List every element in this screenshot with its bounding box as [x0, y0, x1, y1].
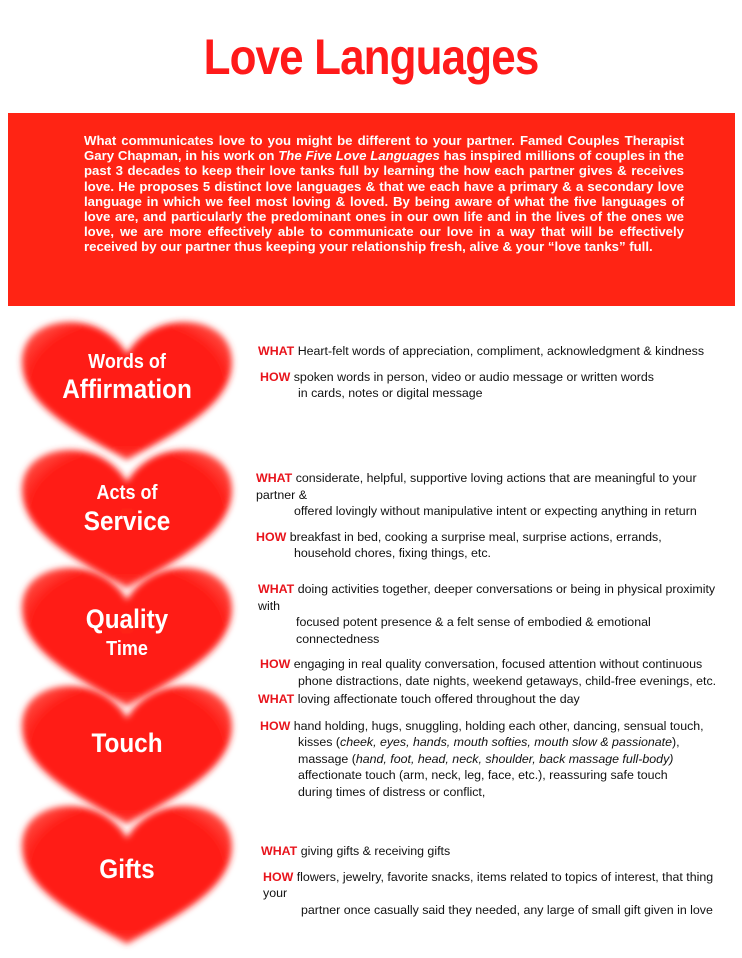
heart-label-line1: Quality: [85, 604, 169, 634]
desc-gifts: [261, 843, 735, 918]
how-row: HOW spoken words in person, video or audio message or written words in cards, notes or digital message: [260, 369, 654, 400]
what-keyword: WHAT: [258, 344, 295, 358]
desc-acts-of-service: [256, 470, 736, 562]
desc-touch: [258, 691, 734, 800]
what-row: WHAT giving gifts & receiving gifts: [261, 844, 451, 858]
what-keyword: WHAT: [256, 471, 293, 485]
heart-label-line1: Acts of: [96, 482, 158, 504]
how-row: HOW engaging in real quality conversation, focused attention without continuous phone distractions, date nights, weekend getaways, child-free evenings, etc.: [260, 657, 717, 688]
how-row: HOW hand holding, hugs, snuggling, holding each other, dancing, sensual touch, kisses (cheek, eyes, hands, mouth softies, mouth slow & passionate), massage (hand, foot, head, neck, shoulder, back massage full-body) affectionate touch (arm, neck, leg, face, etc.), reassuring safe touch during times of distress or conflict,: [260, 718, 704, 799]
intro-text: What communicates love to you might be different to your partner. Famed Couples Therapist Gary Chapman, in his work on The Five Love Languages has inspired millions of couples in the past 3 decades to keep their love tanks full by learning the how each partner gives & receives love. He proposes 5 distinct love languages & that we each have a primary & a secondary love language in which we feel most loving & loved. By being aware of what the five languages of love are, and particularly the predominant ones in our own life and in the lives of the ones we love, we are more effectively able to communicate our love in a way that will be effectively received by our partner thus keeping your relationship fresh, alive & your “love tanks” full.: [84, 133, 684, 255]
how-row: HOW breakfast in bed, cooking a surprise meal, surprise actions, errands, household chores, fixing things, etc.: [256, 529, 662, 560]
heart-gifts: [14, 800, 240, 948]
heart-label-line2: Service: [83, 506, 171, 536]
what-row: WHAT considerate, helpful, supportive loving actions that are meaningful to your partner & offered lovingly without manipulative intent or expecting anything in return: [256, 471, 697, 518]
heart-label: Touch: [91, 728, 163, 758]
page-title: Love Languages: [203, 29, 539, 85]
desc-quality-time: [258, 581, 734, 689]
what-row: WHAT loving affectionate touch offered throughout the day: [258, 692, 580, 706]
what-row: WHAT doing activities together, deeper conversations or being in physical proximity with focused potent presence & a felt sense of embodied & emotional connectedness: [258, 582, 716, 646]
how-keyword: HOW: [260, 369, 291, 384]
what-row: WHAT Heart-felt words of appreciation, compliment, acknowledgment & kindness: [258, 344, 705, 358]
heart-label-line2: Affirmation: [62, 374, 192, 404]
how-keyword: HOW: [256, 529, 287, 544]
heart-label-line2: Time: [106, 638, 148, 660]
heart-label-line1: Words of: [88, 351, 166, 373]
desc-words-of-affirmation: [258, 343, 728, 402]
heart-words-of-affirmation: [14, 316, 240, 464]
intro-box: [8, 113, 735, 306]
how-row: HOW flowers, jewelry, favorite snacks, items related to topics of interest, that thing your partner once casually said they needed, any large of small gift given in love: [263, 869, 714, 917]
heart-label: Gifts: [99, 854, 155, 884]
book-title: The Five Love Languages: [278, 148, 440, 164]
what-keyword: WHAT: [258, 692, 295, 706]
how-keyword: HOW: [263, 869, 294, 884]
what-keyword: WHAT: [261, 844, 298, 858]
how-keyword: HOW: [260, 718, 291, 733]
how-keyword: HOW: [260, 657, 291, 671]
what-keyword: WHAT: [258, 582, 295, 596]
